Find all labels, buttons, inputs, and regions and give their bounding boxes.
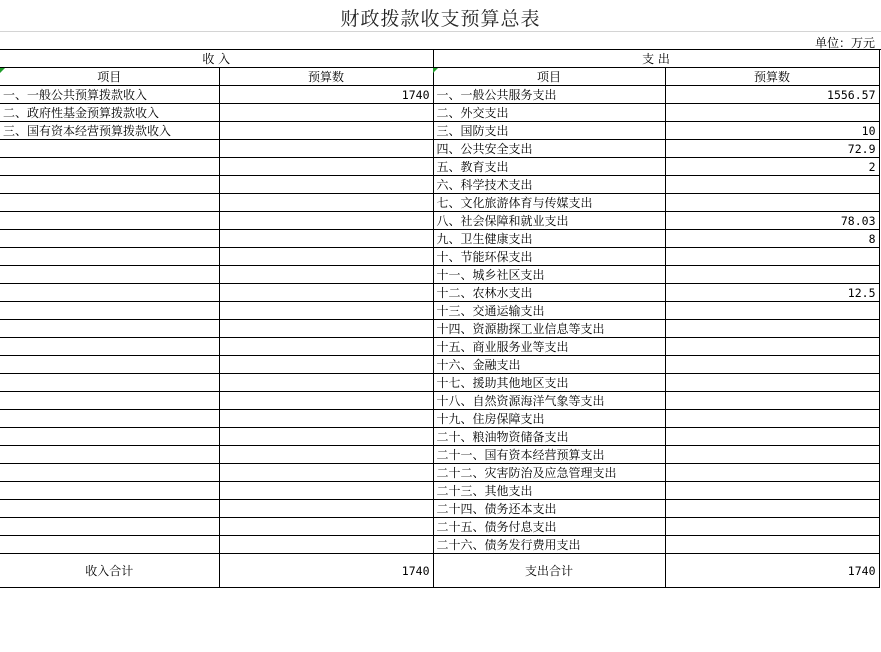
expense-amount-cell <box>665 374 879 392</box>
income-amount-cell <box>219 500 433 518</box>
expense-item-cell: 二十四、债务还本支出 <box>433 500 665 518</box>
table-row <box>0 266 879 284</box>
table-row <box>0 248 879 266</box>
table-row <box>0 410 879 428</box>
income-item-cell <box>0 464 219 482</box>
expense-item-cell: 九、卫生健康支出 <box>433 230 665 248</box>
expense-amount-cell <box>665 176 879 194</box>
expense-amount-cell <box>665 392 879 410</box>
table-row <box>0 158 879 176</box>
income-item-cell <box>0 356 219 374</box>
expense-item-cell: 十三、交通运输支出 <box>433 302 665 320</box>
totals-row <box>0 554 879 588</box>
income-amount-cell <box>219 536 433 554</box>
expense-amount-cell <box>665 410 879 428</box>
table-row <box>0 86 879 104</box>
expense-item-cell: 二十六、债务发行费用支出 <box>433 536 665 554</box>
income-amount-cell <box>219 392 433 410</box>
table-row <box>0 536 879 554</box>
income-amount-cell <box>219 356 433 374</box>
budget-table <box>0 49 880 588</box>
income-amount-cell <box>219 320 433 338</box>
cell-marker-icon <box>0 68 5 73</box>
expense-amount-cell <box>665 464 879 482</box>
expense-amount-cell <box>665 356 879 374</box>
expense-item-cell: 十五、商业服务业等支出 <box>433 338 665 356</box>
income-amount-cell <box>219 518 433 536</box>
expense-item-cell: 二、外交支出 <box>433 104 665 122</box>
expense-item-header: 项目 <box>433 68 665 86</box>
title-bar <box>0 0 881 32</box>
table-row <box>0 284 879 302</box>
income-item-cell <box>0 212 219 230</box>
income-item-cell <box>0 230 219 248</box>
income-item-cell <box>0 410 219 428</box>
table-row <box>0 374 879 392</box>
income-item-cell <box>0 338 219 356</box>
income-item-cell <box>0 284 219 302</box>
income-item-cell <box>0 446 219 464</box>
expense-item-cell: 十一、城乡社区支出 <box>433 266 665 284</box>
income-total-label: 收入合计 <box>0 554 219 588</box>
expense-item-cell: 二十二、灾害防治及应急管理支出 <box>433 464 665 482</box>
table-row <box>0 518 879 536</box>
table-row <box>0 230 879 248</box>
income-item-cell: 一、一般公共预算拨款收入 <box>0 86 219 104</box>
table-row <box>0 482 879 500</box>
expense-item-cell: 十八、自然资源海洋气象等支出 <box>433 392 665 410</box>
income-amount-cell <box>219 230 433 248</box>
expense-amount-cell <box>665 518 879 536</box>
income-amount-cell <box>219 284 433 302</box>
income-item-cell <box>0 176 219 194</box>
income-amount-cell <box>219 302 433 320</box>
expense-amount-cell: 10 <box>665 122 879 140</box>
table-body <box>0 86 879 554</box>
expense-item-cell: 十六、金融支出 <box>433 356 665 374</box>
expense-amount-header: 预算数 <box>665 68 879 86</box>
expense-amount-cell <box>665 338 879 356</box>
table-row <box>0 356 879 374</box>
expense-amount-cell <box>665 428 879 446</box>
expense-amount-cell <box>665 194 879 212</box>
income-amount-cell <box>219 374 433 392</box>
table-row <box>0 320 879 338</box>
expense-amount-cell <box>665 536 879 554</box>
expense-amount-cell <box>665 104 879 122</box>
income-section-header: 收 入 <box>0 50 433 68</box>
expense-amount-cell <box>665 446 879 464</box>
expense-total-label: 支出合计 <box>433 554 665 588</box>
expense-item-cell: 一、一般公共服务支出 <box>433 86 665 104</box>
cell-marker-icon <box>433 68 438 73</box>
income-amount-header: 预算数 <box>219 68 433 86</box>
expense-item-cell: 七、文化旅游体育与传媒支出 <box>433 194 665 212</box>
unit-row <box>0 31 881 50</box>
income-amount-cell <box>219 428 433 446</box>
expense-amount-cell: 72.9 <box>665 140 879 158</box>
income-item-cell <box>0 140 219 158</box>
expense-item-cell: 六、科学技术支出 <box>433 176 665 194</box>
table-row <box>0 446 879 464</box>
table-row <box>0 392 879 410</box>
section-header-row <box>0 50 879 68</box>
income-amount-cell <box>219 410 433 428</box>
expense-amount-cell <box>665 248 879 266</box>
expense-amount-cell <box>665 500 879 518</box>
expense-item-cell: 三、国防支出 <box>433 122 665 140</box>
income-item-cell <box>0 302 219 320</box>
income-amount-cell <box>219 482 433 500</box>
table-row <box>0 500 879 518</box>
income-amount-cell <box>219 212 433 230</box>
expense-amount-cell: 1556.57 <box>665 86 879 104</box>
income-item-cell <box>0 392 219 410</box>
table-row <box>0 194 879 212</box>
income-item-header: 项目 <box>0 68 219 86</box>
table-row <box>0 122 879 140</box>
income-item-cell <box>0 248 219 266</box>
expense-item-cell: 四、公共安全支出 <box>433 140 665 158</box>
income-amount-cell <box>219 194 433 212</box>
income-item-cell <box>0 266 219 284</box>
expense-item-cell: 二十、粮油物资储备支出 <box>433 428 665 446</box>
income-amount-cell <box>219 266 433 284</box>
expense-item-cell: 八、社会保障和就业支出 <box>433 212 665 230</box>
income-total-amount: 1740 <box>219 554 433 588</box>
expense-amount-cell <box>665 320 879 338</box>
income-item-cell <box>0 194 219 212</box>
column-header-row <box>0 68 879 86</box>
income-item-cell <box>0 374 219 392</box>
table-row <box>0 104 879 122</box>
income-amount-cell <box>219 158 433 176</box>
table-row <box>0 302 879 320</box>
expense-item-cell: 十二、农林水支出 <box>433 284 665 302</box>
expense-amount-cell <box>665 302 879 320</box>
income-item-cell: 三、国有资本经营预算拨款收入 <box>0 122 219 140</box>
table-row <box>0 428 879 446</box>
income-item-cell <box>0 536 219 554</box>
income-amount-cell <box>219 248 433 266</box>
table-row <box>0 464 879 482</box>
income-item-cell <box>0 320 219 338</box>
expense-amount-cell <box>665 482 879 500</box>
expense-item-cell: 十七、援助其他地区支出 <box>433 374 665 392</box>
income-amount-cell <box>219 176 433 194</box>
expense-section-header: 支 出 <box>433 50 879 68</box>
page-title: 财政拨款收支预算总表 <box>340 8 541 30</box>
expense-amount-cell: 2 <box>665 158 879 176</box>
unit-label: 单位：万元 <box>814 36 875 50</box>
table-row <box>0 176 879 194</box>
expense-total-amount: 1740 <box>665 554 879 588</box>
expense-item-cell: 五、教育支出 <box>433 158 665 176</box>
income-amount-cell <box>219 338 433 356</box>
expense-item-cell: 二十三、其他支出 <box>433 482 665 500</box>
expense-item-cell: 十四、资源勘探工业信息等支出 <box>433 320 665 338</box>
expense-item-cell: 十九、住房保障支出 <box>433 410 665 428</box>
table-row <box>0 212 879 230</box>
income-item-cell <box>0 482 219 500</box>
expense-amount-cell: 78.03 <box>665 212 879 230</box>
income-amount-cell: 1740 <box>219 86 433 104</box>
income-item-cell: 二、政府性基金预算拨款收入 <box>0 104 219 122</box>
income-amount-cell <box>219 140 433 158</box>
income-amount-cell <box>219 446 433 464</box>
expense-amount-cell: 8 <box>665 230 879 248</box>
income-item-cell <box>0 518 219 536</box>
table-row <box>0 338 879 356</box>
expense-amount-cell <box>665 266 879 284</box>
expense-amount-cell: 12.5 <box>665 284 879 302</box>
expense-item-cell: 二十五、债务付息支出 <box>433 518 665 536</box>
table-row <box>0 140 879 158</box>
income-item-cell <box>0 500 219 518</box>
income-item-cell <box>0 428 219 446</box>
expense-item-cell: 二十一、国有资本经营预算支出 <box>433 446 665 464</box>
income-amount-cell <box>219 464 433 482</box>
income-amount-cell <box>219 104 433 122</box>
income-item-cell <box>0 158 219 176</box>
expense-item-cell: 十、节能环保支出 <box>433 248 665 266</box>
income-amount-cell <box>219 122 433 140</box>
